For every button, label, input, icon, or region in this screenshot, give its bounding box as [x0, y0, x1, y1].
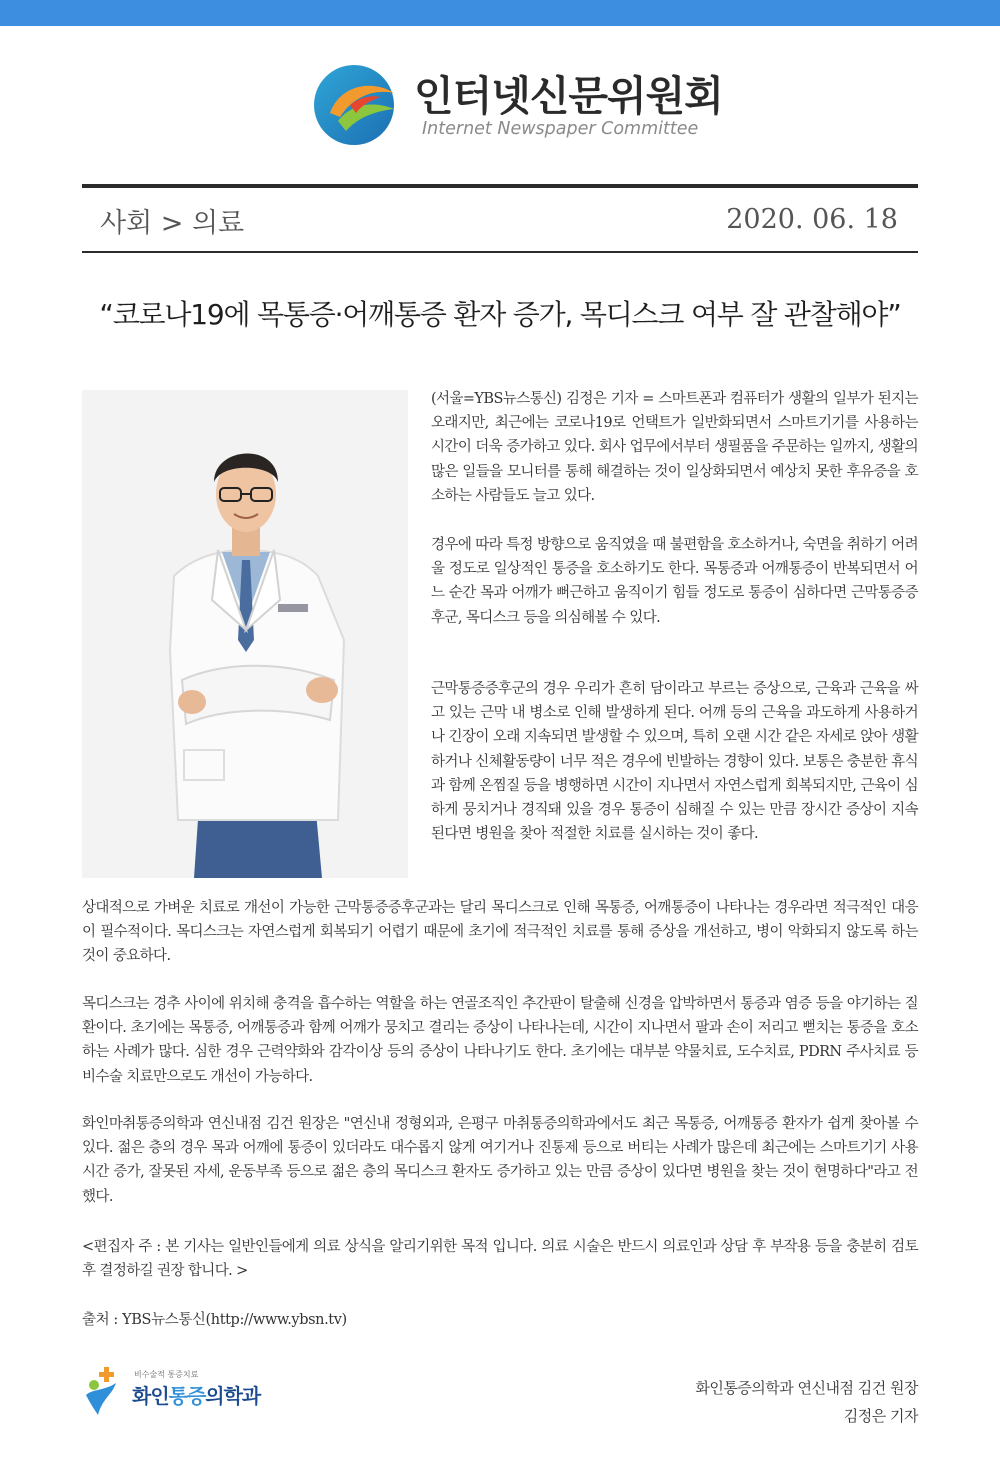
reporter-byline: 김정은 기자: [843, 1407, 918, 1425]
masthead-logo: [310, 57, 723, 148]
category-breadcrumb[interactable]: 사회 > 의료: [100, 208, 245, 239]
masthead-title-ko: 인터넷신문위원회: [414, 72, 723, 120]
clinic-name: [132, 1380, 260, 1409]
article-paragraph-2: 경우에 따라 특정 방향으로 움직였을 때 불편함을 호소하거나, 숙면을 취하기 어려울 정도로 일상적인 통증을 호소하기도 한다. 목통증과 어깨통증이 반복되면서 어느 순간 목과 어깨가 뻐근하고 움직이기 힘들 정도로 통증이 심하다면 근막통증증후군, 목디스크 등을 의심해볼 수 있다.: [431, 537, 918, 626]
clinic-logo: [82, 1365, 292, 1417]
header-rule-bottom: [82, 251, 918, 253]
article-paragraph-6: 화인마취통증의학과 연신내점 김건 원장은 "연신내 정형외과, 은평구 마취통증의학과에서도 최근 목통증, 어깨통증 환자가 쉽게 찾아볼 수 있다. 젊은 층의 경우 목과 어깨에 통증이 있더라도 대수롭지 않게 여기거나 진통제 등으로 버티는 사례가 많은데 최근에는 스마트기기 사용시간 증가, 잘못된 자세, 운동부족 등으로 젊은 층의 목디스크 환자도 증가하고 있는 만큼 증상이 있다면 병원을 찾는 것이 현명하다"라고 전했다.: [82, 1116, 918, 1205]
clinic-name-part-3: 의학과: [205, 1384, 261, 1408]
editor-note: <편집자 주 : 본 기사는 일반인들에게 의료 상식을 알리기위한 목적 입니다. 의료 시술은 반드시 의료인과 상담 후 부작용 등을 충분히 검토 후 결정하길 권장 합니다. >: [82, 1239, 918, 1280]
article-paragraph-1: (서울=YBS뉴스통신) 김정은 기자 = 스마트폰과 컴퓨터가 생활의 일부가 된지는 오래지만, 최근에는 코로나19로 언택트가 일반화되면서 스마트기기를 사용하는 시간이 더욱 증가하고 있다. 회사 업무에서부터 생필품을 주문하는 일까지, 생활의 많은 일들을 모니터를 통해 해결하는 것이 일상화되면서 예상치 못한 후유증을 호소하는 사람들도 늘고 있다.: [431, 391, 918, 504]
article-headline: “코로나19에 목통증·어깨통증 환자 증가, 목디스크 여부 잘 관찰해야”: [99, 298, 901, 331]
clinic-figure-cross-icon: [82, 1365, 126, 1417]
doctor-figure-illustration: [82, 390, 408, 878]
clinic-name-part-2: 통증: [168, 1384, 206, 1408]
committee-swirl-icon: [310, 59, 398, 147]
photo-caption: 화인통증의학과 연신내점 김건 원장: [695, 1379, 918, 1397]
clinic-name-part-1: 화인: [132, 1384, 169, 1408]
header-rule-top: [82, 184, 918, 188]
article-source[interactable]: 출처 : YBS뉴스통신(http://www.ybsn.tv): [82, 1312, 347, 1328]
doctor-photo: [82, 390, 408, 878]
article-paragraph-4: 상대적으로 가벼운 치료로 개선이 가능한 근막통증증후군과는 달리 목디스크로 인해 목통증, 어깨통증이 나타나는 경우라면 적극적인 대응이 필수적이다. 목디스크는 자연스럽게 회복되기 어렵기 때문에 초기에 적극적인 치료를 통해 증상을 개선하고, 병이 악화되지 않도록 하는 것이 중요하다.: [82, 900, 918, 965]
masthead-title-en: Internet Newspaper Committee: [422, 119, 699, 139]
publish-date: 2020. 06. 18: [726, 204, 898, 235]
top-color-bar: [0, 0, 1000, 26]
article-paragraph-3: 근막통증증후군의 경우 우리가 흔히 담이라고 부르는 증상으로, 근육과 근육을 싸고 있는 근막 내 병소로 인해 발생하게 된다. 어깨 등의 근육을 과도하게 사용하거나 긴장이 오래 지속되면 발생할 수 있으며, 특히 오랜 시간 같은 자세로 앉아 생활하거나 신체활동량이 너무 적은 경우에 빈발하는 경향이 있다. 보통은 충분한 휴식과 함께 온찜질 등을 병행하면 시간이 지나면서 자연스럽게 회복되지만, 근육이 심하게 뭉치거나 경직돼 있을 경우 통증이 심해질 수 있는 만큼 장시간 증상이 지속된다면 병원을 찾아 적절한 치료를 실시하는 것이 좋다.: [431, 681, 918, 843]
clinic-tagline: 비수술적 통증치료: [134, 1370, 199, 1379]
article-paragraph-5: 목디스크는 경추 사이에 위치해 충격을 흡수하는 역할을 하는 연골조직인 추간판이 탈출해 신경을 압박하면서 통증과 염증 등을 야기하는 질환이다. 초기에는 목통증, 어깨통증과 함께 어깨가 뭉치고 결리는 증상이 나타나는데, 시간이 지나면서 팔과 손이 저리고 뻗치는 통증을 호소하는 사례가 많다. 심한 경우 근력약화와 감각이상 등의 증상이 나타나기도 한다. 초기에는 대부분 약물치료, 도수치료, PDRN 주사치료 등 비수술 치료만으로도 개선이 가능하다.: [82, 996, 918, 1085]
